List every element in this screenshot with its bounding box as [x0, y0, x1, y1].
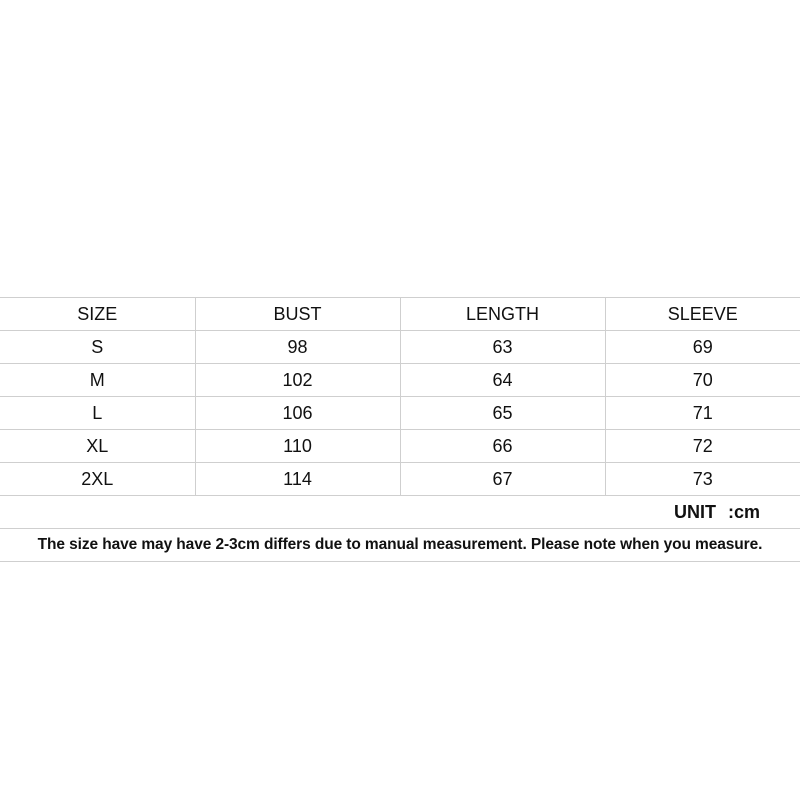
table-row — [0, 331, 800, 364]
cell-sleeve: 70 — [605, 364, 800, 397]
cell-sleeve: 69 — [605, 331, 800, 364]
cell-length: 65 — [400, 397, 605, 430]
table-row — [0, 397, 800, 430]
unit-label: UNIT — [673, 501, 716, 522]
cell-size: S — [0, 331, 195, 364]
unit-row — [0, 496, 800, 529]
cell-length: 63 — [400, 331, 605, 364]
column-header-length: LENGTH — [400, 298, 605, 331]
table-row — [0, 364, 800, 397]
cell-size: L — [0, 397, 195, 430]
unit-value: :cm — [727, 501, 760, 522]
note-row — [0, 529, 800, 562]
cell-bust: 102 — [195, 364, 400, 397]
cell-bust: 98 — [195, 331, 400, 364]
column-header-sleeve: SLEEVE — [605, 298, 800, 331]
size-chart-table — [0, 297, 800, 562]
cell-sleeve: 73 — [605, 463, 800, 496]
column-header-size: SIZE — [0, 298, 195, 331]
cell-sleeve: 71 — [605, 397, 800, 430]
column-header-bust: BUST — [195, 298, 400, 331]
cell-size: XL — [0, 430, 195, 463]
unit-cell — [0, 496, 800, 529]
cell-size: 2XL — [0, 463, 195, 496]
measurement-note: The size have may have 2-3cm differs due to manual measurement. Please note when you measure. — [0, 529, 800, 562]
cell-bust: 106 — [195, 397, 400, 430]
cell-length: 64 — [400, 364, 605, 397]
table-row — [0, 463, 800, 496]
cell-bust: 110 — [195, 430, 400, 463]
table-header-row — [0, 298, 800, 331]
cell-length: 67 — [400, 463, 605, 496]
cell-size: M — [0, 364, 195, 397]
cell-bust: 114 — [195, 463, 400, 496]
cell-sleeve: 72 — [605, 430, 800, 463]
cell-length: 66 — [400, 430, 605, 463]
table-row — [0, 430, 800, 463]
